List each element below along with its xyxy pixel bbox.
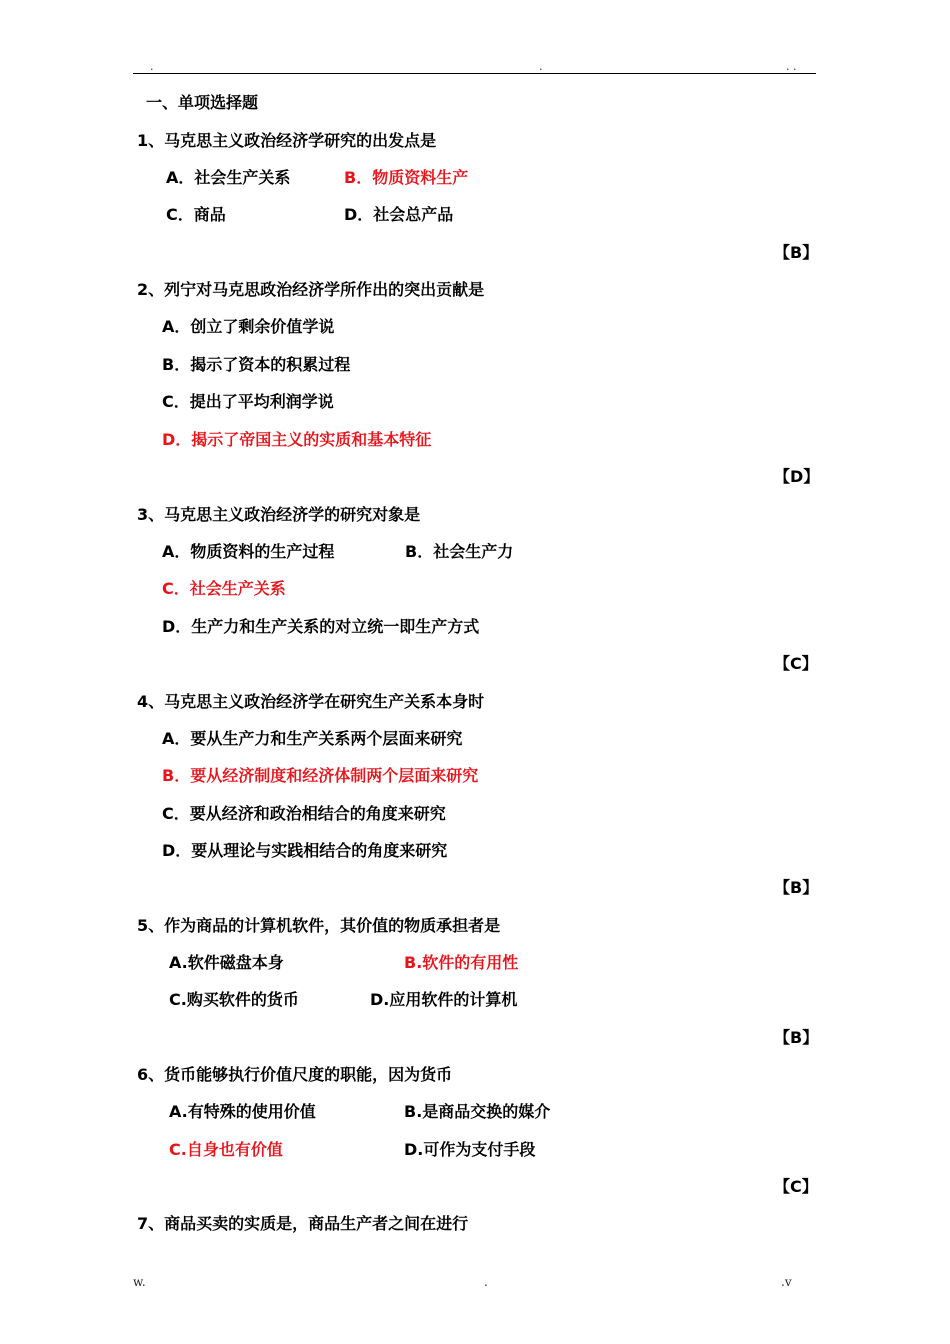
q5-option-c: C.购买软件的货币	[169, 990, 299, 1009]
question-7-stem: 7、商品买卖的实质是，商品生产者之间在进行	[137, 1214, 469, 1233]
footer-mark-right: .v	[781, 1275, 792, 1289]
q1-option-d: D．社会总产品	[344, 205, 454, 224]
header-mark-left: .	[150, 60, 154, 73]
question-4-stem: 4、马克思主义政治经济学在研究生产关系本身时	[137, 692, 485, 711]
q2-answer: 【D】	[774, 467, 820, 486]
q5-option-d: D.应用软件的计算机	[370, 990, 518, 1009]
q6-option-a: A.有特殊的使用价值	[169, 1102, 316, 1121]
q3-option-d: D．生产力和生产关系的对立统一即生产方式	[162, 617, 480, 636]
q3-option-b: B．社会生产力	[405, 542, 514, 561]
q1-option-a: A．社会生产关系	[166, 168, 291, 187]
q4-option-b-correct: B．要从经济制度和经济体制两个层面来研究	[162, 766, 479, 785]
q2-option-b: B．揭示了资本的积累过程	[162, 355, 351, 374]
question-2-stem: 2、列宁对马克思政治经济学所作出的突出贡献是	[137, 280, 485, 299]
question-3-stem: 3、马克思主义政治经济学的研究对象是	[137, 505, 421, 524]
q4-option-a: A．要从生产力和生产关系两个层面来研究	[162, 729, 463, 748]
section-title: 一、单项选择题	[146, 93, 259, 112]
q6-answer: 【C】	[774, 1177, 818, 1196]
question-5-stem: 5、作为商品的计算机软件，其价值的物质承担者是	[137, 916, 501, 935]
q2-option-c: C．提出了平均利润学说	[162, 392, 334, 411]
q3-answer: 【C】	[774, 654, 818, 673]
q4-option-c: C．要从经济和政治相结合的角度来研究	[162, 804, 446, 823]
footer-mark-mid: .	[484, 1275, 488, 1289]
q6-option-d: D.可作为支付手段	[404, 1140, 536, 1159]
q1-option-b-correct: B．物质资料生产	[344, 168, 469, 187]
question-6-stem: 6、货币能够执行价值尺度的职能，因为货币	[137, 1065, 453, 1084]
footer-mark-left: w.	[133, 1275, 146, 1289]
q5-option-b-correct: B.软件的有用性	[404, 953, 519, 972]
q4-option-d: D．要从理论与实践相结合的角度来研究	[162, 841, 448, 860]
q4-answer: 【B】	[774, 878, 819, 897]
question-1-stem: 1、马克思主义政治经济学研究的出发点是	[137, 131, 437, 150]
q1-option-c: C．商品	[166, 205, 226, 224]
q2-option-d-correct: D．揭示了帝国主义的实质和基本特征	[162, 430, 432, 449]
header-rule	[133, 73, 816, 74]
header-mark-right: . .	[786, 60, 797, 73]
q1-answer: 【B】	[774, 243, 819, 262]
q3-option-c-correct: C．社会生产关系	[162, 579, 286, 598]
q3-option-a: A．物质资料的生产过程	[162, 542, 335, 561]
q6-option-b: B.是商品交换的媒介	[404, 1102, 551, 1121]
header-mark-mid: .	[539, 60, 543, 73]
q5-answer: 【B】	[774, 1028, 819, 1047]
q6-option-c-correct: C.自身也有价值	[169, 1140, 283, 1159]
q5-option-a: A.软件磁盘本身	[169, 953, 284, 972]
q2-option-a: A．创立了剩余价值学说	[162, 317, 335, 336]
